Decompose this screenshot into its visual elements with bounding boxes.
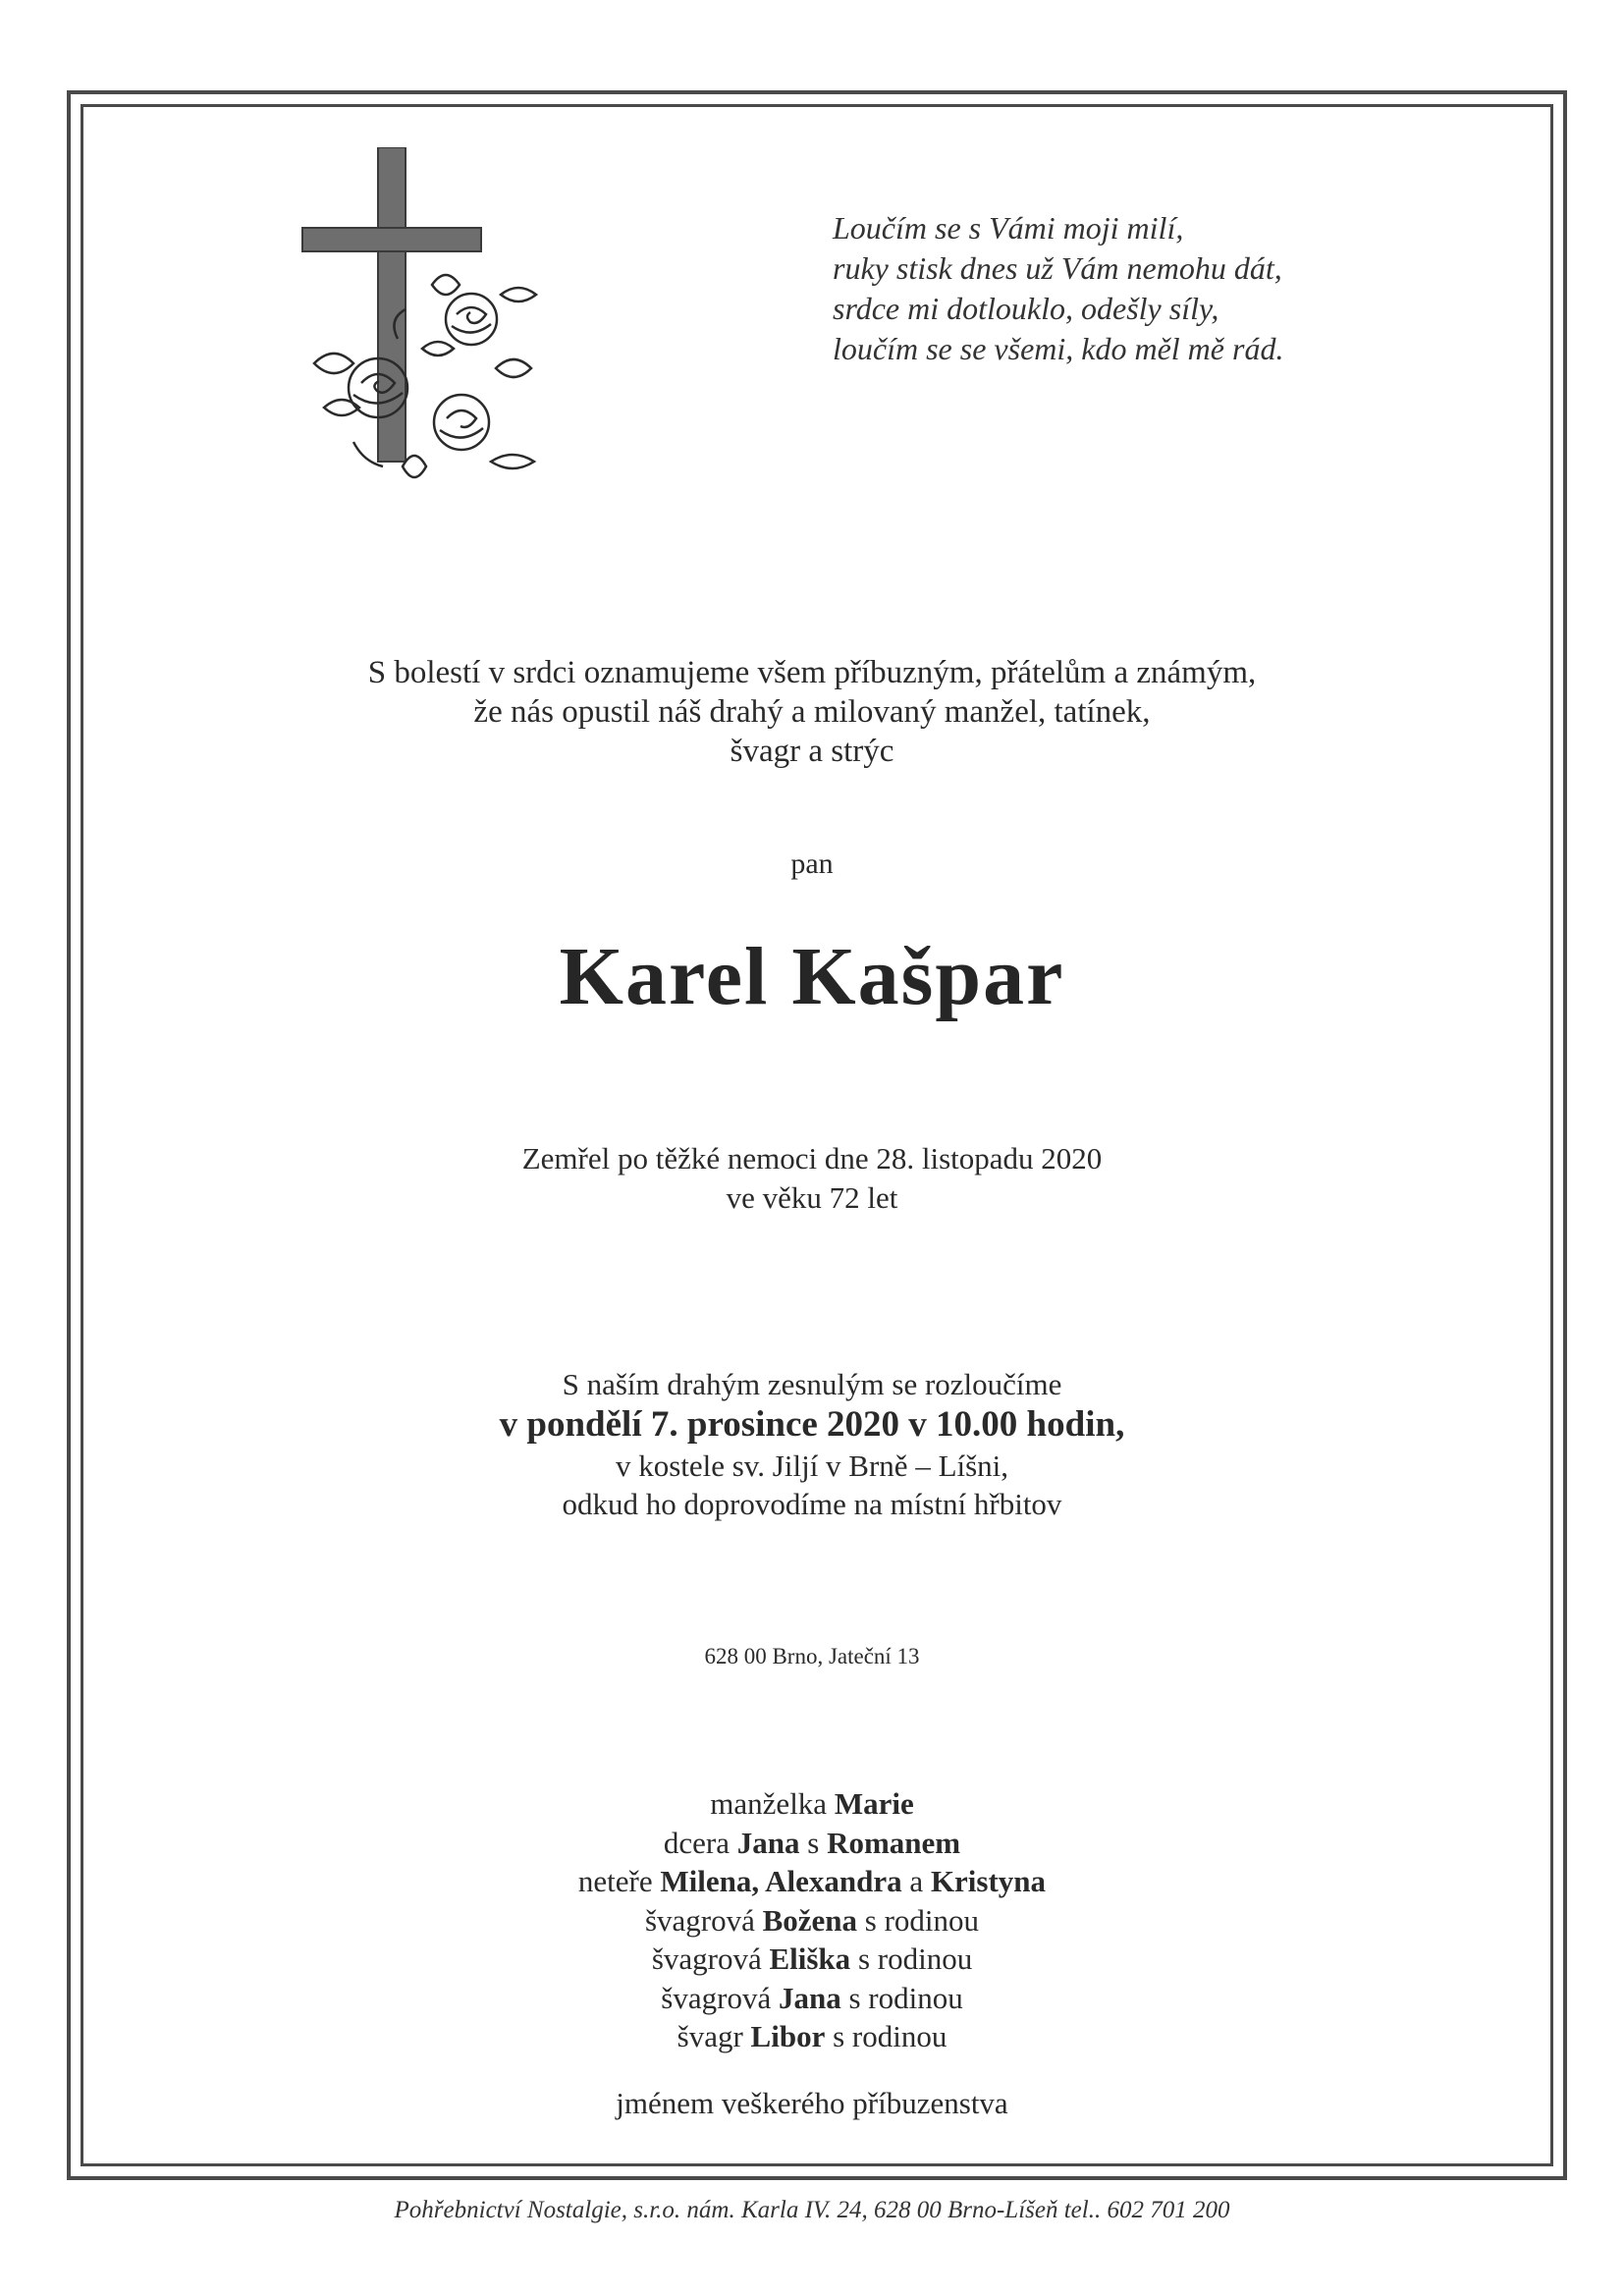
mourner-line: dcera Jana s Romanem bbox=[663, 1825, 961, 1860]
mourner-line: švagr Libor s rodinou bbox=[677, 2019, 947, 2053]
announcement-line: že nás opustil náš drahý a milovaný manžel, tatínek, bbox=[473, 694, 1151, 730]
mourner-line: švagrová Eliška s rodinou bbox=[651, 1941, 973, 1976]
funeral-home-footer: Pohřebnictví Nostalgie, s.r.o. nám. Karla IV. 24, 628 00 Brno-Líšeň tel.. 602 701 200 bbox=[394, 2197, 1230, 2223]
death-date: Zemřel po těžké nemoci dne 28. listopadu 2020 bbox=[521, 1141, 1103, 1175]
announcement-line: S bolestí v srdci oznamujeme všem příbuzným, přátelům a známým, bbox=[367, 655, 1257, 690]
ceremony-burial: odkud ho doprovodíme na místní hřbitov bbox=[562, 1487, 1062, 1521]
death-info bbox=[196, 1139, 1428, 1218]
poem bbox=[833, 208, 1382, 369]
ceremony-intro: S naším drahým zesnulým se rozloučíme bbox=[562, 1367, 1062, 1401]
announcement bbox=[196, 653, 1428, 771]
ceremony-place: v kostele sv. Jiljí v Brně – Líšni, bbox=[615, 1449, 1009, 1483]
address: 628 00 Brno, Jateční 13 bbox=[704, 1644, 920, 1668]
poem-line: srdce mi dotlouklo, odešly síly, bbox=[833, 291, 1219, 326]
announcement-line: švagr a strýc bbox=[730, 734, 894, 769]
deceased-name: Karel Kašpar bbox=[559, 931, 1065, 1022]
mourner-line: neteře Milena, Alexandra a Kristyna bbox=[577, 1864, 1047, 1898]
mourners-list bbox=[196, 1784, 1428, 2056]
mourner-line: manželka Marie bbox=[710, 1786, 914, 1821]
ceremony-info bbox=[196, 1365, 1428, 1523]
death-age: ve věku 72 let bbox=[726, 1180, 898, 1215]
cross-with-roses-icon bbox=[295, 147, 550, 511]
mourner-line: švagrová Jana s rodinou bbox=[661, 1980, 963, 2015]
honorific: pan bbox=[790, 847, 834, 880]
ceremony-datetime: v pondělí 7. prosince 2020 v 10.00 hodin, bbox=[499, 1404, 1125, 1445]
poem-line: loučím se se všemi, kdo měl mě rád. bbox=[833, 331, 1284, 366]
closing-line: jménem veškerého příbuzenstva bbox=[616, 2086, 1008, 2120]
poem-line: ruky stisk dnes už Vám nemohu dát, bbox=[833, 250, 1282, 286]
poem-line: Loučím se s Vámi moji milí, bbox=[833, 210, 1184, 246]
mourner-line: švagrová Božena s rodinou bbox=[644, 1902, 980, 1938]
